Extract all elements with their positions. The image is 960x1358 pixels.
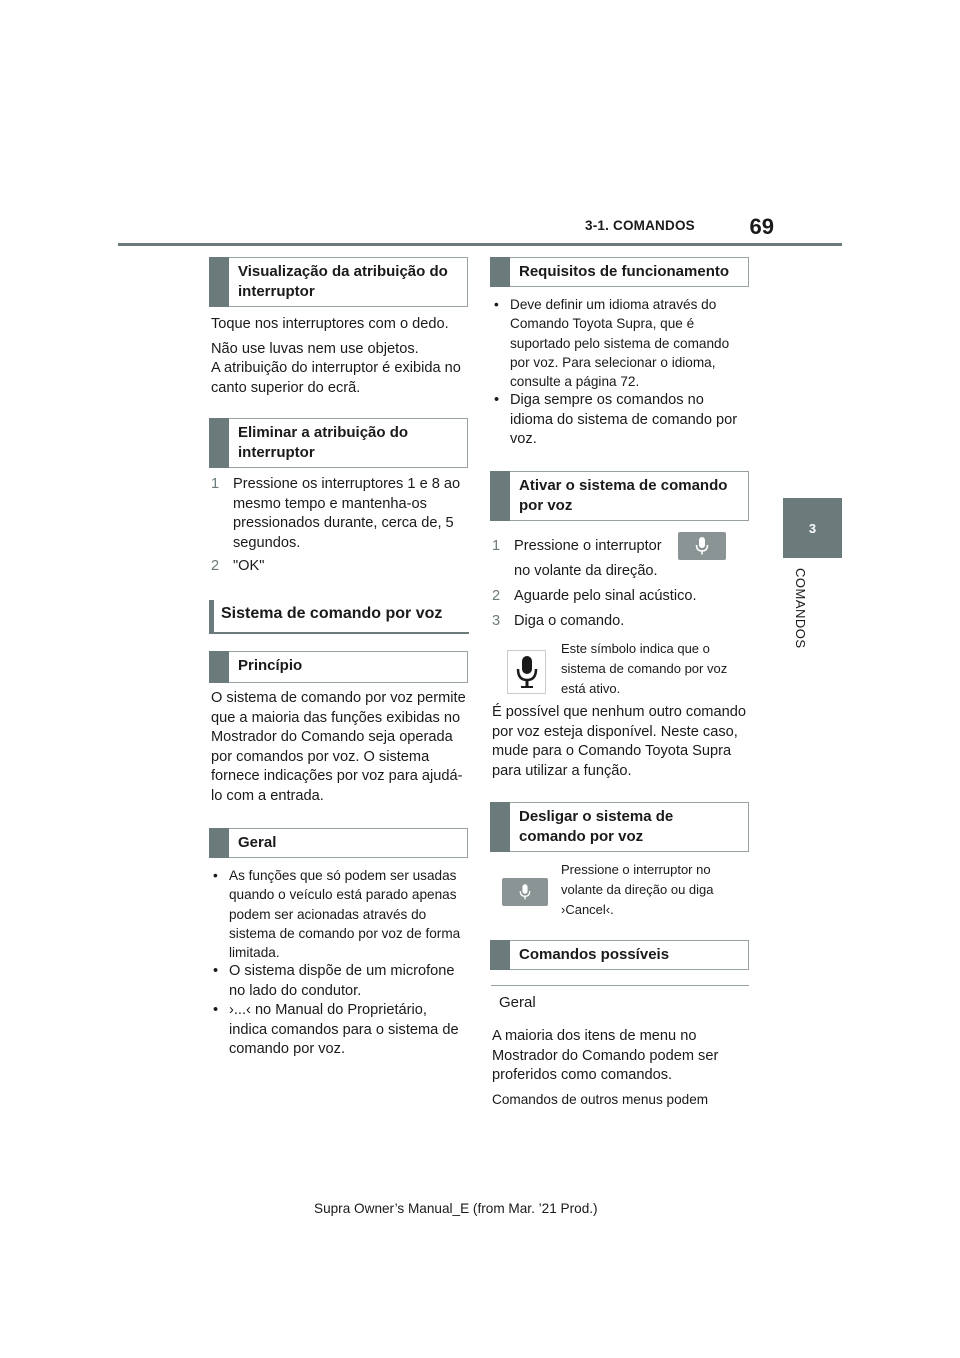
note-desligar: Pressione o interruptor no volante da direção ou diga ›Cancel‹. xyxy=(561,862,714,917)
microphone-button[interactable] xyxy=(502,878,548,906)
step-text: Pressione o interruptor xyxy=(514,538,662,554)
heading-geral: Geral xyxy=(209,828,468,858)
bullet-item: • Diga sempre os comandos no idioma do sistema de comando por voz. xyxy=(492,391,748,450)
text-toque: Toque nos interruptores com o dedo. xyxy=(211,316,449,332)
page-number: 69 xyxy=(749,214,774,239)
step-text: Pressione os interruptores 1 e 8 ao mesmo tempo e mantenha-os pressionados durante, cerca de, 5 segundos. xyxy=(233,476,461,551)
note-symbol: Este símbolo indica que o sistema de comando por voz está ativo. xyxy=(561,641,728,696)
step-text: Diga o comando. xyxy=(514,613,625,629)
text-atribuicao: A atribuição do interruptor é exibida no canto superior do ecrã. xyxy=(211,360,461,396)
geral-bullets xyxy=(211,866,467,1060)
bullet-item: • ›...‹ no Manual do Proprietário, indica comandos para o sistema de comando por voz. xyxy=(211,1001,467,1060)
step-1 xyxy=(211,475,467,553)
heading-desligar: Desligar o sistema de comando por voz xyxy=(490,802,749,852)
voice-active-symbol xyxy=(507,650,546,694)
heading-comandos: Comandos possíveis xyxy=(490,940,749,970)
step-number: 1 xyxy=(211,476,220,492)
step-text: "OK" xyxy=(233,558,265,574)
step-number: 1 xyxy=(492,538,501,554)
bullet-item: • As funções que só podem ser usadas quando o veículo está parado apenas podem ser acionadas através do sistema de comando por voz de forma limitada. xyxy=(211,866,467,962)
bullet-item: • O sistema dispõe de um microfone no lado do condutor. xyxy=(211,962,467,1001)
step-number: 2 xyxy=(211,558,220,574)
bullet-item: • Deve definir um idioma através do Comando Toyota Supra, que é suportado pelo sistema de comando por voz. Para selecionar o idioma, consulte a página 72. xyxy=(492,295,748,391)
microphone-icon xyxy=(695,537,709,555)
chapter-tab xyxy=(783,498,842,558)
paragraph-principio: O sistema de comando por voz permite que a maioria das funções exibidas no Mostrador do Comando seja operada por comandos por voz. O sistema fornece indicações por voz para ajudá-lo com a entrada. xyxy=(211,690,466,804)
chapter-number: 3 xyxy=(808,520,817,536)
paragraph-toque xyxy=(211,315,469,398)
footer-text: Supra Owner’s Manual_E (from Mar. ’21 Prod.) xyxy=(314,1201,598,1216)
section-label: 3-1. COMANDOS xyxy=(585,218,695,233)
requisitos-bullets xyxy=(492,295,748,450)
voice-active-icon xyxy=(516,656,538,688)
paragraph-possivel: É possível que nenhum outro comando por voz esteja disponível. Neste caso, mude para o Comando Toyota Supra para utilizar a função. xyxy=(492,704,746,779)
chapter-label: COMANDOS xyxy=(793,568,808,649)
activate-step-1-cont: no volante da direção. xyxy=(514,563,658,579)
activate-step-3 xyxy=(492,612,748,632)
paragraph-outros: Comandos de outros menus podem xyxy=(492,1092,709,1107)
heading-visualizacao: Visualização da atribuição do interruptor xyxy=(209,257,468,307)
step-text: Aguarde pelo sinal acústico. xyxy=(514,588,697,604)
heading-principio: Princípio xyxy=(209,651,468,683)
step-number: 2 xyxy=(492,588,501,604)
microphone-button[interactable] xyxy=(678,532,726,560)
heading-sistema: Sistema de comando por voz xyxy=(209,600,469,634)
heading-eliminar: Eliminar a atribuição do interruptor xyxy=(209,418,468,468)
microphone-icon xyxy=(519,884,531,900)
heading-requisitos: Requisitos de funcionamento xyxy=(490,257,749,287)
activate-step-2 xyxy=(492,587,748,607)
header-rule xyxy=(118,243,842,246)
step-number: 3 xyxy=(492,613,501,629)
step-2 xyxy=(211,557,467,577)
paragraph-maioria: A maioria dos itens de menu no Mostrador do Comando podem ser proferidos como comandos. xyxy=(492,1028,719,1083)
subheading-geral: Geral xyxy=(491,985,749,1020)
text-luvas: Não use luvas nem use objetos. xyxy=(211,340,419,357)
heading-ativar: Ativar o sistema de comando por voz xyxy=(490,471,749,521)
